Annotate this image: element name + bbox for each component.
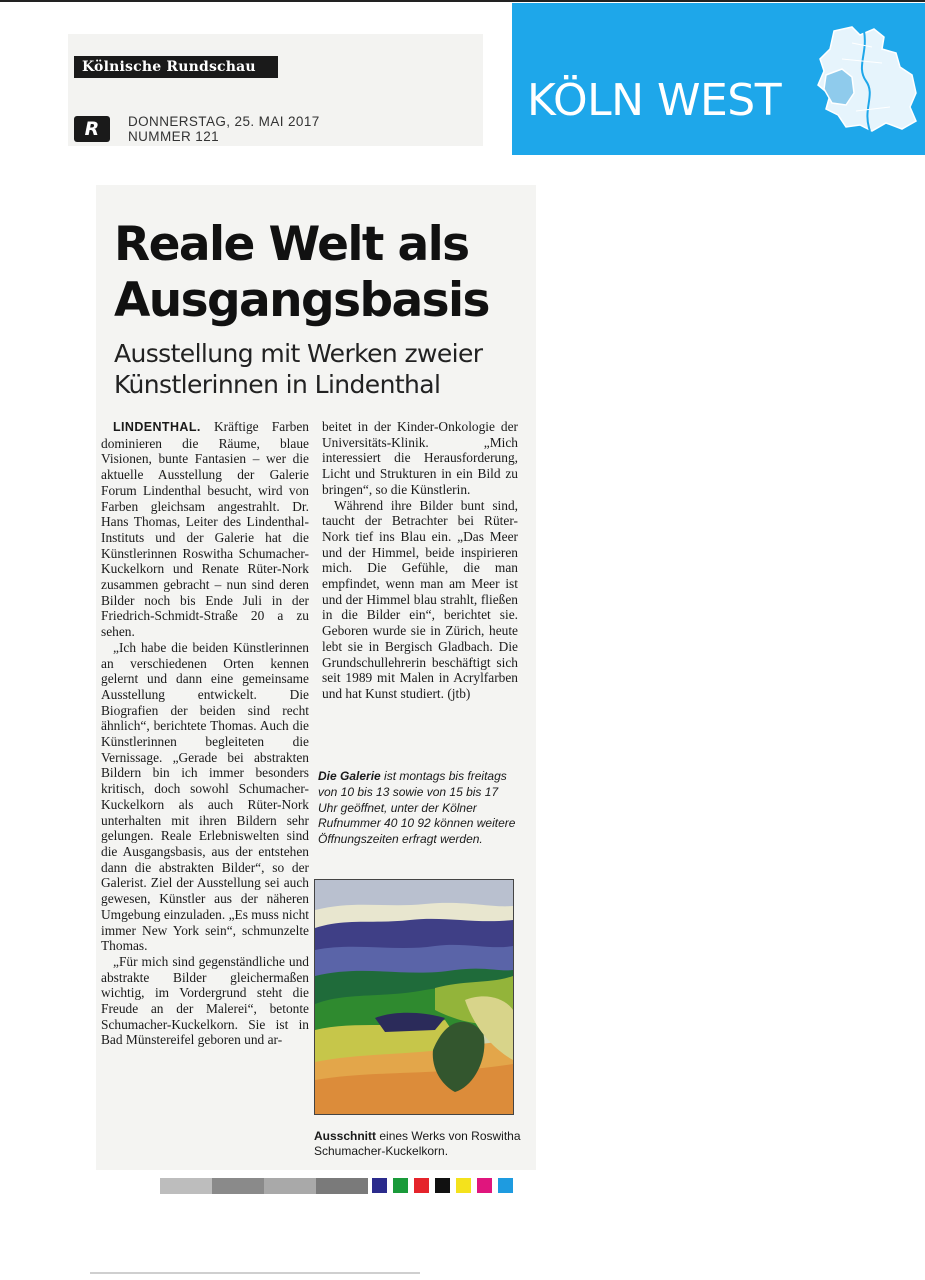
color-swatch (477, 1178, 492, 1193)
top-border-line (0, 0, 925, 2)
paragraph: Während ihre Bilder bunt sind, taucht der Betrachter bei Rüter-Nork tief ins Blau ein. „Das Meer und der Himmel, beide inspirieren mich. Die Gefühle, die man empfindet, wenn man am Meer ist und der Himmel blau strahlt, fließen in die Bilder ein“, berichtet sie. Geboren wurde sie in Zürich, heute lebt sie in Bergisch Gladbach. Die Grundschullehrerin beschäftigt sich seit 1989 mit Malen in Acrylfarben und hat Kunst studiert. (jtb) (322, 497, 518, 701)
issue-number: NUMMER 121 (128, 129, 220, 144)
issue-date: DONNERSTAG, 25. MAI 2017 (128, 114, 320, 129)
caption-text: eines Werks von Roswitha Schumacher-Kuckelkorn. (314, 1129, 521, 1158)
article-clip (96, 185, 536, 1170)
paragraph: beitet in der Kinder-Onkologie der Universitäts-Klinik. „Mich interessiert die Herausforderung, Licht und Strukturen in ein Bild zu bringen“, so die Künstlerin. (322, 419, 518, 497)
newspaper-r-logo-icon (74, 116, 110, 142)
article-column-1 (101, 419, 309, 1048)
landscape-painting-image (315, 880, 513, 1114)
subhead-line-2: Künstlerinnen in Lindenthal (114, 370, 441, 399)
paragraph: „Für mich sind gegenständliche und abstrakte Bilder gleichermaßen wichtig, im Vordergrund steht die Freude an der Malerei“, betonte Schumacher-Kuckelkorn. Sie ist in Bad Münstereifel geboren und ar- (101, 953, 309, 1048)
masthead-clip (68, 34, 483, 146)
newspaper-logo: Kölnische Rundschau (74, 56, 278, 78)
headline-line-2: Ausgangsbasis (114, 273, 489, 328)
bottom-scan-edge (90, 1272, 420, 1274)
color-swatch (414, 1178, 429, 1193)
caption-lead: Ausschnitt (314, 1129, 377, 1143)
gray-scale-bar (264, 1178, 316, 1194)
print-color-control-strip (160, 1178, 515, 1194)
logo-letter: R (84, 118, 100, 140)
paragraph (101, 419, 309, 640)
gray-scale-bar (160, 1178, 212, 1194)
subhead-line-1: Ausstellung mit Werken zweier (114, 339, 483, 368)
color-swatch (456, 1178, 471, 1193)
article-subheadline (114, 338, 534, 400)
color-swatch (498, 1178, 513, 1193)
article-dateline: LINDENTHAL. (113, 420, 201, 434)
section-header (512, 3, 925, 155)
article-column-2 (322, 419, 518, 702)
paragraph: „Ich habe die beiden Künstlerinnen an verschiedenen Orten kennen gelernt und dann eine gemeinsame Ausstellung entwickelt. Die Biografien der beiden sind recht ähnlich“, berichtete Thomas. Auch die Künstlerinnen begleiteten die Vernissage. „Gerade bei abstrakten Bildern bin ich immer besonders kritisch, doch sowohl Schumacher-Kuckelkorn als auch Rüter-Nork unterhalten mit ihren Bildern sehr gelungen. Reale Erlebniswelten sind die Ausgangsbasis, aus der entstehen dann die abstrakten Bilder“, so der Galerist. Ziel der Ausstellung sei auch gewesen, Künstler aus der näheren Umgebung einzuladen. „Es muss nicht immer New York sein“, schmunzelte Thomas. (101, 639, 309, 954)
gray-scale-bar (368, 1178, 370, 1194)
gray-scale-bar (212, 1178, 264, 1194)
color-swatch (435, 1178, 450, 1193)
info-text: ist montags bis freitags von 10 bis 13 sowie von 15 bis 17 Uhr geöffnet, unter der Kölner Rufnummer 40 10 92 können weitere Öffnungszeiten erfragt werden. (318, 769, 516, 847)
article-headline (114, 217, 524, 329)
issue-dateline (128, 114, 320, 144)
gray-scale-bar (316, 1178, 368, 1194)
color-swatch (393, 1178, 408, 1193)
gallery-info-box (318, 769, 518, 848)
info-lead: Die Galerie (318, 769, 381, 783)
section-title: KÖLN WEST (527, 75, 782, 126)
color-swatch (372, 1178, 387, 1193)
paragraph-text: Kräftige Farben dominieren die Räume, blaue Visionen, bunte Fantasien – wer die aktuelle Ausstellung der Galerie Forum Lindenthal besucht, wird von Farben gleichsam angestrahlt. Dr. Hans Thomas, Leiter des Lindenthal-Instituts und der Galerie hat die Künstlerinnen Roswitha Schumacher-Kuckelkorn und Renate Rüter-Nork zusammen gebracht – nun sind deren Bilder noch bis Ende Juli in der Friedrich-Schmidt-Straße 20 a zu sehen. (101, 419, 309, 640)
artwork-photo (314, 879, 514, 1115)
headline-line-1: Reale Welt als (114, 217, 469, 272)
cologne-districts-map-icon (812, 23, 922, 135)
photo-caption (314, 1129, 524, 1159)
